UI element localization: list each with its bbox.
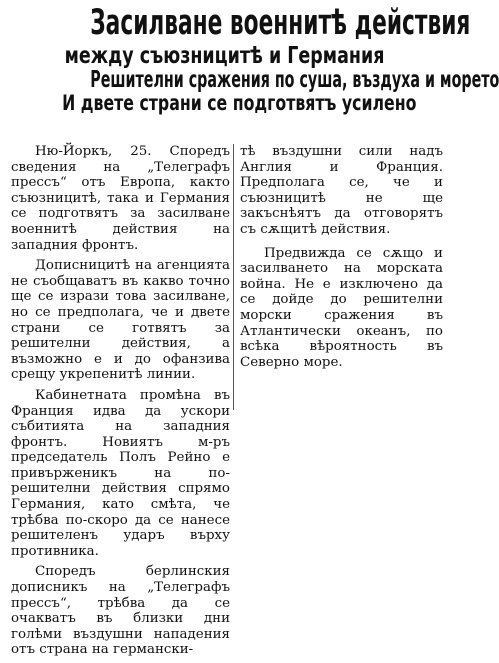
- paragraph-correspondents: Дописницитѣ на агенцията не съобщаватъ въ какво точно ще се изрази това засилване, но се предполага, че и двете страни се готвятъ за решителни действия, а възможно е и до офанзива срещу укрепенитѣ линии.: [11, 258, 230, 383]
- paragraph-berlin-correspondent: Споредъ берлинския дописникъ на „Телеграфъ прессъ“, трѣбва да се очакватъ въ близки дни голѣми въздушни нападения отъ страна на германски-: [11, 564, 230, 658]
- headline-sub-1: между съюзницитѣ и Германия: [64, 43, 385, 69]
- column-divider: [233, 144, 234, 410]
- paragraph-continuation: тѣ въздушни сили надъ Англия и Франция. Предполага се, че и съюзницитѣ не ще закъснѣятъ да отговорятъ съ сѫщитѣ действия.: [240, 144, 443, 237]
- headline-sub-3: И двете страни се подготвятъ усилено: [62, 91, 417, 115]
- paragraph-dateline: Ню-Йоркъ, 25. Споредъ сведения на „Телеграфъ прессъ“ отъ Европа, както съюзницитѣ, така и Германия се подготвятъ за засилване военнитѣ действия на западния фронтъ.: [11, 144, 230, 253]
- article-body: [11, 144, 443, 658]
- paragraph-naval-war: Предвижда се сѫщо и засилването на морската война. Не е изключено да се дойде до решителни морски сражения въ Атлантически океанъ, по всѣка вѣроятность въ Северно море.: [240, 245, 443, 370]
- paragraph-cabinet-change: Кабинетната промѣна въ Франция идва да ускори събитията на западния фронтъ. Новиятъ м-ръ председатель Полъ Рейно е привърженикъ на по-решителни действия спрямо Германия, като смѣта, че трѣбва по-скоро да се нанесе решителенъ ударъ върху противника.: [11, 387, 230, 559]
- headline-main: Засилване военнитѣ действия: [90, 3, 471, 43]
- article-left-column: [11, 144, 230, 663]
- headline-sub-2: Решителни сражения по суша, въздуха и морето: [90, 67, 499, 93]
- article-right-column: [240, 144, 443, 378]
